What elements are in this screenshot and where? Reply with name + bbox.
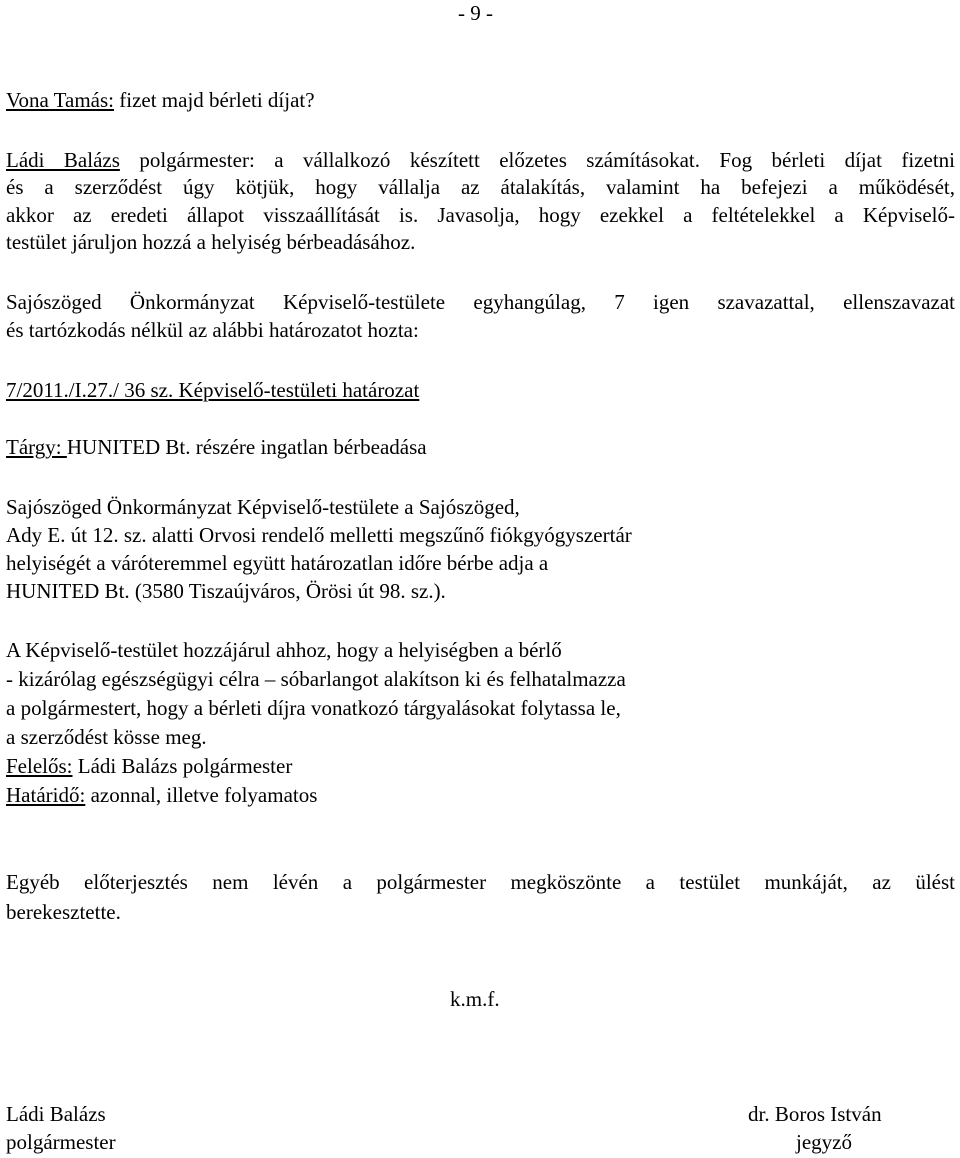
resolution-line: helyiségét a váróteremmel együtt határozatlan időre bérbe adja a <box>6 551 549 575</box>
responsible-label: Felelős: <box>6 754 73 778</box>
speaker-ladi: Ládi Balázs <box>6 148 120 172</box>
vote-line: Sajószöged Önkormányzat Képviselő-testülete egyhangúlag, 7 igen szavazattal, ellenszavazat <box>6 290 955 314</box>
exchange-ladi-line: és a szerződést úgy kötjük, hogy vállalja az átalakítás, valamint ha befejezi a működését, <box>6 175 955 199</box>
signature-left-title: polgármester <box>6 1130 116 1154</box>
exchange-ladi-line: testület járuljon hozzá a helyiség bérbeadásához. <box>6 230 416 254</box>
signature-right-name: dr. Boros István <box>748 1102 882 1126</box>
deadline-line <box>6 782 317 808</box>
resolution-subject <box>6 434 427 460</box>
resolution-line: a polgármestert, hogy a bérleti díjra vonatkozó tárgyalásokat folytassa le, <box>6 696 621 720</box>
resolution-title: 7/2011./I.27./ 36 sz. Képviselő-testületi határozat <box>6 378 420 402</box>
deadline-text: azonnal, illetve folyamatos <box>85 783 318 807</box>
exchange-vona-text: fizet majd bérleti díjat? <box>114 88 315 112</box>
signature-left-name: Ládi Balázs <box>6 1102 106 1126</box>
resolution-line: - kizárólag egészségügyi célra – sóbarlangot alakítson ki és felhatalmazza <box>6 667 626 691</box>
responsible-line <box>6 753 292 779</box>
deadline-label: Határidő: <box>6 783 86 807</box>
closing-line: berekesztette. <box>6 900 121 924</box>
responsible-text: Ládi Balázs polgármester <box>72 754 293 778</box>
resolution-line: Sajószöged Önkormányzat Képviselő-testülete a Sajószöged, <box>6 495 520 519</box>
page-number: - 9 - <box>458 1 493 25</box>
vote-line: és tartózkodás nélkül az alábbi határozatot hozta: <box>6 318 419 342</box>
kmf-label: k.m.f. <box>450 987 500 1011</box>
speaker-vona: Vona Tamás: <box>6 88 114 112</box>
subject-text: HUNITED Bt. részére ingatlan bérbeadása <box>66 435 427 459</box>
exchange-vona <box>6 87 315 113</box>
exchange-ladi-line: akkor az eredeti állapot visszaállítását is. Javasolja, hogy ezekkel a feltételekkel a Képviselő- <box>6 203 955 227</box>
closing-line: Egyéb előterjesztés nem lévén a polgármester megköszönte a testület munkáját, az ülést <box>6 870 955 894</box>
exchange-ladi-text: polgármester: a vállalkozó készített előzetes számításokat. Fog bérleti díjat fizetni <box>119 148 955 172</box>
resolution-line: Ady E. út 12. sz. alatti Orvosi rendelő melletti megszűnő fiókgyógyszertár <box>6 523 632 547</box>
signature-right-title: jegyző <box>796 1130 852 1154</box>
subject-label: Tárgy: <box>6 435 67 459</box>
exchange-ladi-line <box>6 147 955 173</box>
resolution-line: a szerződést kösse meg. <box>6 725 207 749</box>
resolution-line: A Képviselő-testület hozzájárul ahhoz, hogy a helyiségben a bérlő <box>6 638 562 662</box>
resolution-line: HUNITED Bt. (3580 Tiszaújváros, Örösi út 98. sz.). <box>6 579 446 603</box>
